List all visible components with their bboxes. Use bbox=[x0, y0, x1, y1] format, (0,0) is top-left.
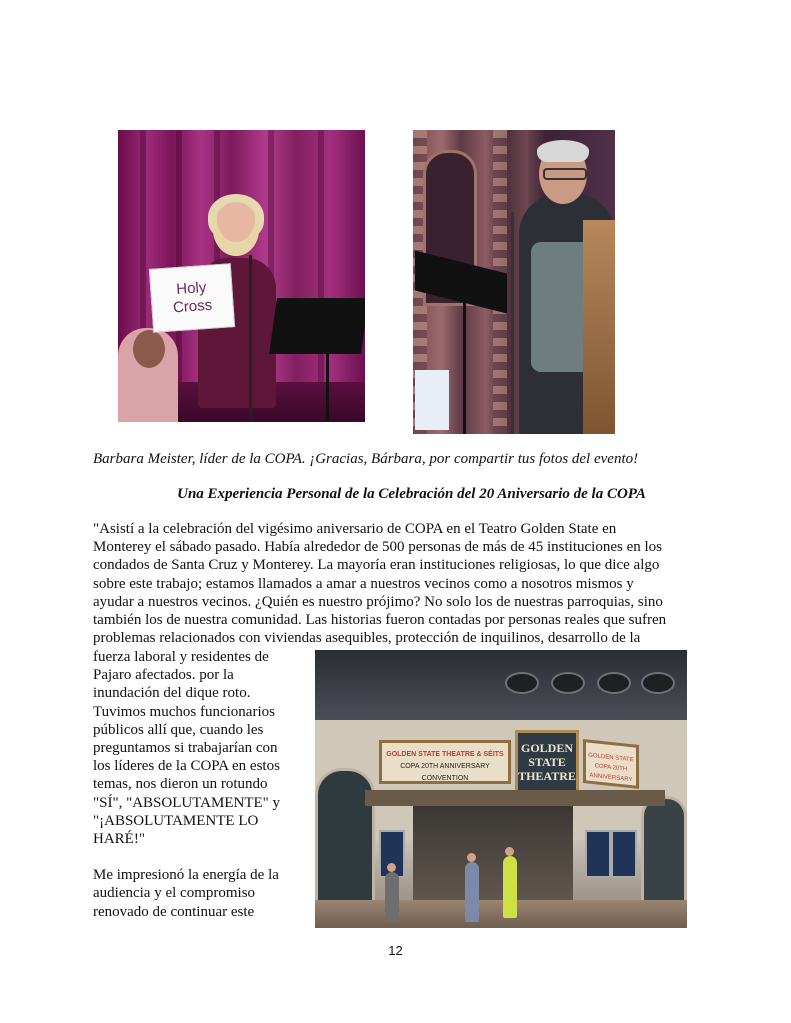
marquee-line-1: GOLDEN STATE THEATRE & SÉITS bbox=[386, 751, 504, 758]
marquee-line-2: COPA 20TH ANNIVERSARY CONVENTION bbox=[400, 763, 490, 782]
paragraph-line: sobre este trabajo; estamos llamados a amar a nuestros vecinos como a nosotros mismos y bbox=[93, 575, 634, 592]
wrapped-text-column bbox=[93, 648, 303, 921]
column-line: temas, nos dieron un rotundo bbox=[93, 776, 268, 793]
column-line: los líderes de la COPA en estos bbox=[93, 758, 280, 775]
column-line: "SÍ", "ABSOLUTAMENTE" y bbox=[93, 794, 281, 811]
theatre-marquee-right bbox=[583, 739, 639, 789]
paragraph-line: "Asistí a la celebración del vigésimo aniversario de COPA en el Teatro Golden State en bbox=[93, 521, 617, 537]
photo-caption: Barbara Meister, líder de la COPA. ¡Gracias, Bárbara, por compartir tus fotos del evento! bbox=[93, 451, 639, 467]
photo-speaker-podium bbox=[413, 130, 615, 434]
photo-speaker-holy-cross bbox=[118, 130, 365, 422]
page-number: 12 bbox=[388, 943, 403, 958]
column-line: inundación del dique roto. bbox=[93, 685, 251, 702]
column-line: Tuvimos muchos funcionarios bbox=[93, 703, 275, 720]
column-line: HARÉ!" bbox=[93, 831, 145, 848]
theatre-name-badge bbox=[515, 730, 579, 798]
sign-line-1: Holy bbox=[175, 278, 207, 299]
column-line: preguntamos si trabajarían con bbox=[93, 740, 278, 757]
paragraph-line: condados de Santa Cruz y Monterey. La mayoría eran instituciones religiosas, lo que dice algo bbox=[93, 557, 660, 574]
badge-line-1: GOLDEN bbox=[520, 741, 573, 755]
column-line: audiencia y el compromiso bbox=[93, 885, 256, 902]
theatre-marquee-left bbox=[379, 740, 511, 784]
column-line: públicos allí que, cuando les bbox=[93, 721, 264, 738]
column-line: "¡ABSOLUTAMENTE LO bbox=[93, 812, 259, 829]
holy-cross-sign bbox=[149, 263, 235, 333]
column-line: Pajaro afectados. por la bbox=[93, 667, 234, 684]
paragraph-line: problemas relacionados con viviendas asequibles, protección de inquilinos, desarrollo de la bbox=[93, 630, 641, 647]
column-line: renovado de continuar este bbox=[93, 903, 255, 920]
paragraph-line: ayudar a nuestros vecinos. ¿Quién es nuestro prójimo? No solo los de nuestras parroquias, sino bbox=[93, 593, 663, 610]
paragraph-line: también los de nuestra comunidad. Las historias fueron contadas por personas reales que sufren bbox=[93, 612, 667, 629]
marquee-right-line-1: GOLDEN STATE bbox=[588, 752, 634, 764]
body-paragraph bbox=[93, 520, 697, 647]
badge-line-3: THEATRE bbox=[518, 769, 576, 783]
paragraph-line: Monterey el sábado pasado. Había alrededor de 500 personas de más de 45 instituciones en los bbox=[93, 539, 663, 556]
column-line: fuerza laboral y residentes de bbox=[93, 649, 269, 665]
section-heading: Una Experiencia Personal de la Celebración del 20 Aniversario de la COPA bbox=[177, 486, 646, 502]
sign-line-2: Cross bbox=[172, 296, 213, 317]
column-line: Me impresionó la energía de la bbox=[93, 867, 279, 884]
badge-line-2: STATE bbox=[528, 755, 566, 769]
photo-golden-state-theatre bbox=[315, 650, 687, 928]
marquee-right-line-2: COPA 20TH ANNIVERSARY bbox=[589, 763, 633, 784]
